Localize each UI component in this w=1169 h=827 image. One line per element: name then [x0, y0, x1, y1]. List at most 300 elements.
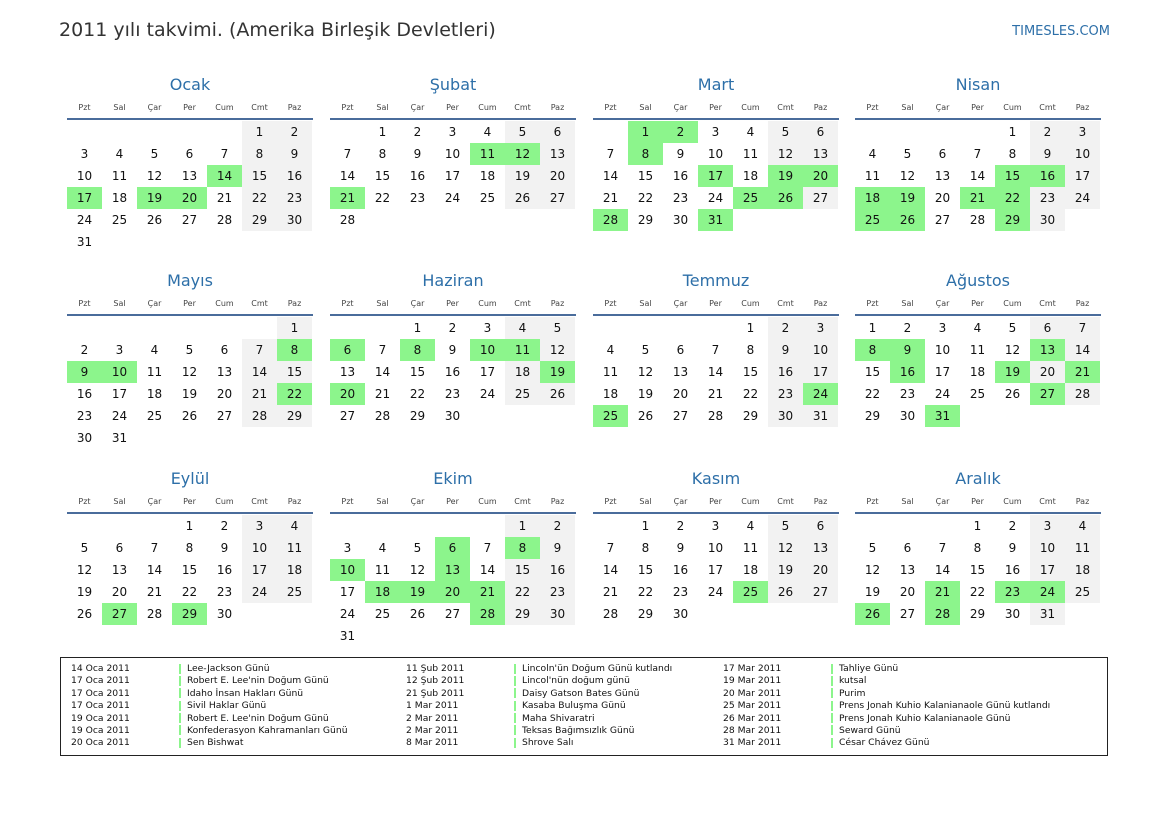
day-cell: 12	[409, 563, 426, 577]
empty-cell	[855, 121, 890, 143]
day-cell: 12	[637, 365, 654, 379]
day-cell: 1	[973, 519, 982, 533]
day-cell: 12	[864, 563, 881, 577]
weekday-label: Pzt	[341, 299, 354, 308]
day-cell: 11	[111, 169, 128, 183]
day-cell: 28	[707, 409, 724, 423]
day-cell: 14	[146, 563, 163, 577]
holiday-day-cell: 27	[102, 603, 137, 625]
month-name: Nisan	[955, 75, 1001, 94]
holiday-color-marker	[514, 688, 516, 698]
day-cell: 10	[444, 147, 461, 161]
month-calendar	[593, 268, 839, 427]
day-cell: 2	[277, 121, 312, 143]
holiday-date: 12 Şub 2011	[406, 675, 465, 687]
weekday-header	[67, 98, 313, 120]
day-cell: 30	[540, 603, 575, 625]
day-cell: 4	[483, 125, 492, 139]
day-cell: 6	[803, 121, 838, 143]
day-cell: 13	[899, 563, 916, 577]
page-title: 2011 yılı takvimi. (Amerika Birleşik Devletleri)	[59, 19, 496, 41]
day-cell: 22	[637, 191, 654, 205]
weekday-label: Per	[446, 103, 459, 112]
holiday-day-cell: 24	[1030, 581, 1065, 603]
month-calendar	[855, 466, 1101, 625]
day-cell: 4	[746, 519, 755, 533]
day-cell: 15	[637, 563, 654, 577]
empty-cell	[330, 317, 365, 339]
day-cell: 26	[76, 607, 93, 621]
holiday-date: 14 Oca 2011	[71, 663, 130, 674]
holiday-date: 17 Mar 2011	[723, 663, 782, 674]
day-cell: 24	[339, 607, 356, 621]
holiday-date: 20 Oca 2011	[71, 737, 130, 749]
day-cell: 3	[1030, 515, 1065, 537]
day-cell: 13	[216, 365, 233, 379]
day-cell: 27	[934, 213, 951, 227]
day-cell: 2	[1030, 121, 1065, 143]
day-cell: 29	[277, 405, 312, 427]
day-cell: 5	[868, 541, 877, 555]
holiday-day-cell: 12	[505, 143, 540, 165]
day-cell: 9	[1030, 143, 1065, 165]
day-cell: 4	[378, 541, 387, 555]
weekday-label: Paz	[813, 103, 828, 112]
day-cell: 29	[505, 603, 540, 625]
day-cell: 15	[742, 365, 759, 379]
empty-cell	[365, 317, 400, 339]
month-name: Ekim	[433, 469, 473, 488]
day-cell: 15	[242, 165, 277, 187]
day-cell: 3	[483, 321, 492, 335]
empty-cell	[400, 515, 435, 537]
day-cell: 16	[409, 169, 426, 183]
holiday-date: 17 Oca 2011	[71, 700, 130, 712]
day-cell: 20	[672, 387, 689, 401]
holiday-day-cell: 10	[330, 559, 365, 581]
day-cell: 1	[641, 519, 650, 533]
day-cell: 20	[803, 559, 838, 581]
holiday-day-cell: 28	[470, 603, 505, 625]
weekday-label: Çar	[147, 497, 162, 506]
day-cell: 5	[641, 343, 650, 357]
month-calendar	[593, 72, 839, 231]
month-name: Ağustos	[946, 271, 1010, 290]
day-cell: 22	[864, 387, 881, 401]
day-cell: 10	[707, 147, 724, 161]
day-grid	[593, 121, 839, 231]
month-calendar	[855, 268, 1101, 427]
holiday-day-cell: 8	[505, 537, 540, 559]
day-cell: 24	[707, 585, 724, 599]
day-cell: 18	[602, 387, 619, 401]
weekday-header	[330, 98, 576, 120]
day-cell: 17	[339, 585, 356, 599]
day-cell: 4	[746, 125, 755, 139]
day-cell: 27	[216, 409, 233, 423]
empty-cell	[960, 121, 995, 143]
day-cell: 23	[672, 585, 689, 599]
weekday-label: Sal	[376, 299, 389, 308]
month-name: Mart	[697, 75, 735, 94]
holiday-date: 11 Şub 2011	[406, 663, 465, 674]
holiday-day-cell: 9	[890, 339, 925, 361]
day-cell: 26	[146, 213, 163, 227]
weekday-label: Pzt	[604, 103, 617, 112]
day-cell: 16	[1004, 563, 1021, 577]
weekday-label: Cum	[215, 299, 234, 308]
day-cell: 28	[146, 607, 163, 621]
day-cell: 13	[111, 563, 128, 577]
weekday-label: Per	[183, 299, 196, 308]
holiday-day-cell: 21	[470, 581, 505, 603]
day-cell: 2	[80, 343, 89, 357]
holiday-date: 2 Mar 2011	[406, 712, 459, 724]
day-cell: 14	[1065, 339, 1100, 361]
day-cell: 5	[80, 541, 89, 555]
day-cell: 20	[934, 191, 951, 205]
day-cell: 25	[111, 213, 128, 227]
day-cell: 5	[150, 147, 159, 161]
legend-entry	[71, 725, 348, 737]
holiday-day-cell: 20	[330, 383, 365, 405]
day-cell: 24	[76, 213, 93, 227]
legend-entry	[71, 663, 348, 675]
holiday-color-marker	[831, 664, 833, 674]
day-grid	[330, 121, 576, 231]
holiday-date: 8 Mar 2011	[406, 737, 459, 749]
day-cell: 9	[768, 339, 803, 361]
legend-entry	[723, 713, 1050, 725]
holiday-name: Idaho İnsan Hakları Günü	[187, 687, 304, 699]
day-cell: 26	[181, 409, 198, 423]
weekday-label: Cum	[741, 497, 760, 506]
holiday-name: Maha Shivaratri	[522, 712, 595, 724]
holiday-day-cell: 18	[855, 187, 890, 209]
day-cell: 12	[1004, 343, 1021, 357]
holiday-day-cell: 10	[102, 361, 137, 383]
holiday-name: Sen Bishwat	[187, 737, 244, 749]
day-cell: 29	[242, 209, 277, 231]
day-cell: 4	[973, 321, 982, 335]
holiday-date: 28 Mar 2011	[723, 724, 782, 736]
day-cell: 10	[76, 169, 93, 183]
legend-entry	[723, 737, 1050, 749]
weekday-label: Çar	[935, 103, 950, 112]
weekday-label: Cmt	[514, 103, 531, 112]
day-cell: 27	[803, 187, 838, 209]
holiday-name: Teksas Bağımsızlık Günü	[522, 724, 635, 736]
day-cell: 10	[1065, 143, 1100, 165]
day-cell: 3	[1065, 121, 1100, 143]
day-cell: 25	[146, 409, 163, 423]
day-cell: 29	[409, 409, 426, 423]
day-cell: 5	[1008, 321, 1017, 335]
day-cell: 10	[1030, 537, 1065, 559]
holiday-date: 25 Mar 2011	[723, 700, 782, 712]
day-cell: 7	[606, 147, 615, 161]
holiday-day-cell: 19	[890, 187, 925, 209]
day-cell: 31	[76, 235, 93, 249]
day-cell: 28	[1065, 383, 1100, 405]
day-cell: 16	[540, 559, 575, 581]
day-cell: 8	[185, 541, 194, 555]
weekday-label: Paz	[287, 497, 302, 506]
day-grid	[67, 121, 313, 253]
day-cell: 5	[413, 541, 422, 555]
weekday-label: Çar	[935, 497, 950, 506]
empty-cell	[137, 515, 172, 537]
day-cell: 30	[768, 405, 803, 427]
holiday-day-cell: 26	[768, 187, 803, 209]
day-cell: 12	[899, 169, 916, 183]
day-cell: 5	[903, 147, 912, 161]
day-cell: 18	[479, 169, 496, 183]
holiday-name: Prens Jonah Kuhio Kalanianaole Günü	[839, 712, 1011, 724]
day-cell: 15	[864, 365, 881, 379]
day-cell: 19	[505, 165, 540, 187]
day-cell: 14	[602, 169, 619, 183]
empty-cell	[102, 121, 137, 143]
day-cell: 17	[1030, 559, 1065, 581]
months-grid	[67, 72, 1103, 652]
day-cell: 26	[1004, 387, 1021, 401]
day-cell: 1	[242, 121, 277, 143]
holiday-day-cell: 17	[67, 187, 102, 209]
day-cell: 13	[540, 143, 575, 165]
day-cell: 17	[1065, 165, 1100, 187]
day-cell: 18	[277, 559, 312, 581]
day-cell: 21	[146, 585, 163, 599]
day-cell: 14	[339, 169, 356, 183]
empty-cell	[890, 515, 925, 537]
legend-entry	[406, 713, 672, 725]
day-cell: 6	[1030, 317, 1065, 339]
day-cell: 23	[216, 585, 233, 599]
weekday-label: Cmt	[251, 299, 268, 308]
holiday-name: Prens Jonah Kuhio Kalanianaole Günü kutlandı	[839, 700, 1051, 712]
day-grid	[855, 121, 1101, 231]
day-cell: 21	[602, 191, 619, 205]
day-cell: 4	[1065, 515, 1100, 537]
holiday-day-cell: 31	[925, 405, 960, 427]
day-cell: 27	[181, 213, 198, 227]
month-name: Eylül	[170, 469, 210, 488]
day-cell: 1	[505, 515, 540, 537]
holiday-day-cell: 31	[698, 209, 733, 231]
holiday-day-cell: 13	[435, 559, 470, 581]
day-cell: 21	[707, 387, 724, 401]
day-cell: 12	[181, 365, 198, 379]
day-cell: 16	[672, 169, 689, 183]
holiday-color-marker	[514, 676, 516, 686]
day-cell: 29	[969, 607, 986, 621]
empty-cell	[102, 515, 137, 537]
weekday-label: Per	[446, 497, 459, 506]
holiday-day-cell: 6	[435, 537, 470, 559]
day-cell: 7	[711, 343, 720, 357]
holiday-day-cell: 11	[470, 143, 505, 165]
empty-cell	[435, 515, 470, 537]
site-link[interactable]: TIMESLES.COM	[1012, 24, 1110, 39]
holiday-name: Seward Günü	[839, 724, 901, 736]
weekday-label: Sal	[639, 103, 652, 112]
day-cell: 11	[277, 537, 312, 559]
weekday-label: Per	[709, 497, 722, 506]
legend-entry	[723, 675, 1050, 687]
weekday-label: Cmt	[514, 497, 531, 506]
day-cell: 3	[242, 515, 277, 537]
day-cell: 10	[242, 537, 277, 559]
day-cell: 6	[938, 147, 947, 161]
day-cell: 4	[150, 343, 159, 357]
day-cell: 24	[1065, 187, 1100, 209]
holiday-day-cell: 8	[628, 143, 663, 165]
holiday-day-cell: 10	[470, 339, 505, 361]
legend-entry	[406, 675, 672, 687]
weekday-label: Çar	[410, 497, 425, 506]
day-cell: 24	[707, 191, 724, 205]
day-cell: 29	[637, 607, 654, 621]
holiday-color-marker	[514, 713, 516, 723]
day-cell: 6	[903, 541, 912, 555]
holiday-date: 2 Mar 2011	[406, 724, 459, 736]
day-grid	[330, 515, 576, 647]
day-cell: 22	[969, 585, 986, 599]
day-cell: 6	[220, 343, 229, 357]
holiday-name: Lincol'nün doğum günü	[522, 675, 630, 687]
day-cell: 8	[641, 541, 650, 555]
day-cell: 19	[181, 387, 198, 401]
holiday-day-cell: 21	[330, 187, 365, 209]
day-cell: 8	[378, 147, 387, 161]
day-cell: 13	[672, 365, 689, 379]
day-cell: 22	[181, 585, 198, 599]
empty-cell	[593, 515, 628, 537]
weekday-label: Sal	[639, 299, 652, 308]
holiday-day-cell: 19	[137, 187, 172, 209]
holiday-day-cell: 19	[768, 165, 803, 187]
day-cell: 7	[483, 541, 492, 555]
day-cell: 23	[277, 187, 312, 209]
day-cell: 19	[864, 585, 881, 599]
day-cell: 3	[711, 125, 720, 139]
weekday-header	[330, 294, 576, 316]
holiday-name: Tahliye Günü	[839, 663, 899, 674]
month-name: Ocak	[169, 75, 211, 94]
month-calendar	[67, 466, 313, 625]
day-cell: 2	[1008, 519, 1017, 533]
holiday-color-marker	[179, 738, 181, 748]
day-cell: 1	[746, 321, 755, 335]
holiday-day-cell: 26	[855, 603, 890, 625]
weekday-label: Per	[971, 497, 984, 506]
day-cell: 31	[111, 431, 128, 445]
weekday-label: Sal	[901, 497, 914, 506]
day-cell: 28	[969, 213, 986, 227]
holiday-name: Shrove Salı	[522, 737, 574, 749]
empty-cell	[890, 121, 925, 143]
month-name: Mayıs	[167, 271, 213, 290]
day-cell: 2	[220, 519, 229, 533]
day-cell: 10	[803, 339, 838, 361]
weekday-header	[855, 98, 1101, 120]
empty-cell	[470, 515, 505, 537]
empty-cell	[67, 121, 102, 143]
day-cell: 29	[637, 213, 654, 227]
holiday-name: Kasaba Buluşma Günü	[522, 700, 626, 712]
day-cell: 23	[672, 191, 689, 205]
empty-cell	[365, 515, 400, 537]
holiday-color-marker	[514, 725, 516, 735]
day-cell: 7	[1065, 317, 1100, 339]
weekday-label: Cum	[741, 103, 760, 112]
day-cell: 20	[111, 585, 128, 599]
day-cell: 30	[277, 209, 312, 231]
holiday-day-cell: 1	[628, 121, 663, 143]
empty-cell	[67, 317, 102, 339]
day-cell: 25	[1065, 581, 1100, 603]
empty-cell	[330, 121, 365, 143]
holiday-color-marker	[831, 713, 833, 723]
day-grid	[67, 317, 313, 449]
day-cell: 22	[637, 585, 654, 599]
holiday-color-marker	[514, 738, 516, 748]
weekday-header	[67, 294, 313, 316]
empty-cell	[137, 317, 172, 339]
empty-cell	[67, 515, 102, 537]
day-cell: 23	[540, 581, 575, 603]
day-cell: 28	[602, 607, 619, 621]
month-calendar	[330, 268, 576, 427]
day-cell: 15	[969, 563, 986, 577]
day-cell: 28	[242, 405, 277, 427]
legend-entry	[406, 725, 672, 737]
day-cell: 12	[768, 537, 803, 559]
day-cell: 18	[1065, 559, 1100, 581]
day-cell: 23	[899, 387, 916, 401]
empty-cell	[593, 317, 628, 339]
day-cell: 23	[768, 383, 803, 405]
day-cell: 18	[505, 361, 540, 383]
holiday-name: Konfederasyon Kahramanları Günü	[187, 724, 348, 736]
holiday-day-cell: 6	[330, 339, 365, 361]
holiday-day-cell: 2	[663, 121, 698, 143]
day-cell: 4	[868, 147, 877, 161]
holiday-name: Daisy Gatson Bates Günü	[522, 687, 640, 699]
weekday-label: Cmt	[777, 497, 794, 506]
day-cell: 27	[339, 409, 356, 423]
day-cell: 16	[76, 387, 93, 401]
holiday-day-cell: 21	[925, 581, 960, 603]
holiday-name: kutsal	[839, 675, 867, 687]
day-cell: 25	[505, 383, 540, 405]
weekday-label: Paz	[1075, 299, 1090, 308]
day-cell: 9	[413, 147, 422, 161]
holiday-color-marker	[831, 701, 833, 711]
day-cell: 23	[444, 387, 461, 401]
day-cell: 17	[934, 365, 951, 379]
weekday-label: Paz	[1075, 497, 1090, 506]
day-cell: 23	[1030, 187, 1065, 209]
day-cell: 6	[803, 515, 838, 537]
day-cell: 6	[540, 121, 575, 143]
day-cell: 14	[242, 361, 277, 383]
holiday-day-cell: 28	[593, 209, 628, 231]
legend-entry	[723, 725, 1050, 737]
weekday-label: Per	[446, 299, 459, 308]
holiday-color-marker	[831, 738, 833, 748]
